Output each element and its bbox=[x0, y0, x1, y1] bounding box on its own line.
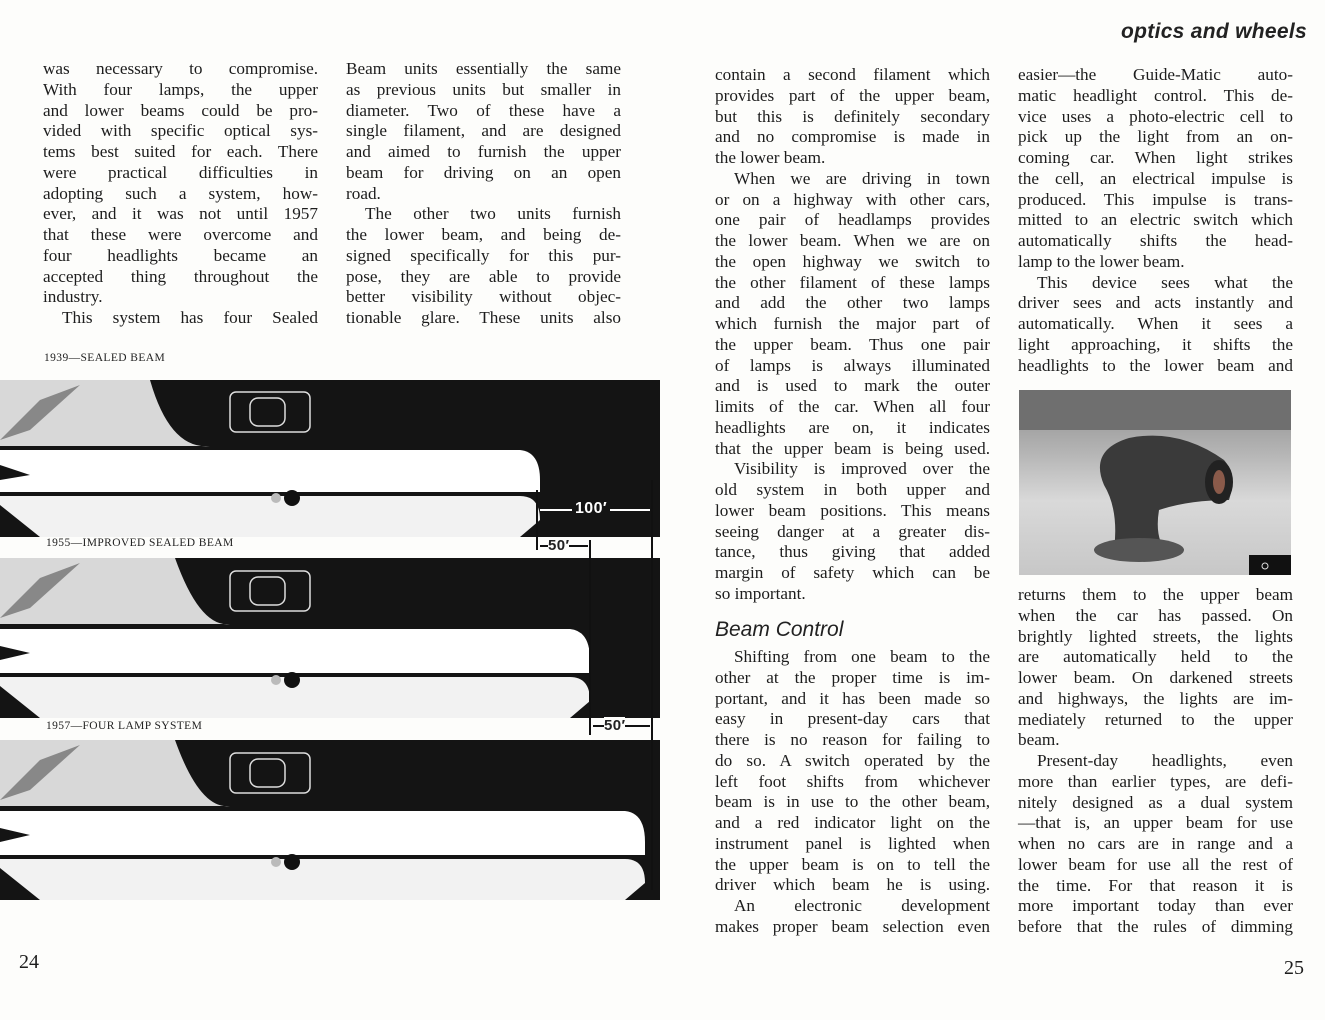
text-line: automatically shifts the head- bbox=[1018, 231, 1293, 250]
right-page-column-2 bbox=[1018, 65, 1293, 376]
dimension-50ft-2: 50′ bbox=[604, 717, 626, 734]
text-line: the upper beam. Thus one pair bbox=[715, 334, 990, 354]
text-line: one pair of headlamps provides bbox=[715, 210, 990, 230]
text-line: old system in both upper and bbox=[715, 480, 990, 499]
text-line: and lower beams could be pro- bbox=[43, 100, 318, 120]
left-page-column-1 bbox=[43, 59, 318, 329]
text-line: mediately returned to the upper bbox=[1018, 709, 1293, 729]
text-line: more important today than ever bbox=[1018, 896, 1293, 916]
text-line: automatically. When it sees a bbox=[1018, 314, 1293, 333]
text-line: of lamps is always illuminated bbox=[715, 355, 990, 375]
text-line: easier—the Guide-Matic auto- bbox=[1018, 65, 1293, 84]
text-line: lower beam positions. This means bbox=[715, 500, 990, 520]
text-line: lamp to the lower beam. bbox=[1018, 251, 1185, 271]
text-line: road. bbox=[346, 183, 381, 203]
text-line: more than earlier types, are defi- bbox=[1018, 771, 1293, 791]
text-line: This device sees what the bbox=[1037, 272, 1293, 292]
text-line: accepted thing throughout the bbox=[43, 266, 318, 286]
dimension-50ft-1: 50′ bbox=[548, 537, 570, 554]
text-line: coming car. When light strikes bbox=[1018, 148, 1293, 167]
text-line: that the upper beam is being used. bbox=[715, 438, 990, 458]
text-line: When we are driving in town bbox=[734, 168, 990, 188]
text-line: lower beam. On darkened streets bbox=[1018, 668, 1293, 687]
text-line: margin of safety which can be bbox=[715, 563, 990, 582]
text-line: beam is in use to the other beam, bbox=[715, 792, 990, 812]
text-line: and a red indicator light on the bbox=[715, 813, 990, 832]
text-line: as previous units but smaller in bbox=[346, 79, 621, 99]
text-line: light approaching, it shifts the bbox=[1018, 334, 1293, 354]
text-line: was necessary to compromise. bbox=[43, 59, 318, 78]
text-line: the lower beam. bbox=[715, 148, 826, 167]
right-page-column-2-continued bbox=[1018, 585, 1293, 938]
text-line: the lower beam, and being de- bbox=[346, 225, 621, 244]
text-line: tance, thus giving that added bbox=[715, 542, 990, 562]
text-line: the upper beam is on to tell the bbox=[715, 854, 990, 874]
text-line: signed specifically for this pur- bbox=[346, 245, 621, 265]
text-line: driver which beam he is using. bbox=[715, 875, 990, 895]
text-line: vided with specific optical sys- bbox=[43, 121, 318, 141]
text-line: so important. bbox=[715, 583, 806, 603]
text-line: produced. This impulse is trans- bbox=[1018, 189, 1293, 209]
diagram-label-1955: 1955—IMPROVED SEALED BEAM bbox=[46, 537, 234, 549]
text-line: the cell, an electrical impulse is bbox=[1018, 168, 1293, 188]
text-line: easy in present-day cars that bbox=[715, 709, 990, 729]
page-number-left: 24 bbox=[19, 951, 39, 973]
running-head: optics and wheels bbox=[1121, 20, 1307, 43]
section-heading: Beam Control bbox=[715, 618, 844, 641]
text-line: With four lamps, the upper bbox=[43, 79, 318, 99]
text-line: left foot shifts from whichever bbox=[715, 771, 990, 791]
text-line: brightly lighted streets, the lights bbox=[1018, 626, 1293, 646]
text-line: other at the proper time is im- bbox=[715, 667, 990, 687]
guide-matic-photo bbox=[1019, 390, 1291, 575]
text-line: headlights to the lower beam and bbox=[1018, 355, 1293, 375]
text-line: vice uses a photo-electric cell to bbox=[1018, 106, 1293, 126]
text-line: were practical difficulties in bbox=[43, 162, 318, 182]
text-line: the open highway we switch to bbox=[715, 251, 990, 271]
text-line: —that is, an upper beam for use bbox=[1018, 813, 1293, 833]
section-1957 bbox=[0, 740, 660, 900]
text-line: the other filament of these lamps bbox=[715, 272, 990, 292]
text-line: tionable glare. These units also bbox=[346, 308, 621, 327]
text-line: industry. bbox=[43, 287, 103, 307]
text-line: the lower beam. When we are on bbox=[715, 231, 990, 250]
text-line: are automatically held to the bbox=[1018, 647, 1293, 667]
text-line: single filament, and are designed bbox=[346, 121, 621, 141]
text-line: instrument panel is lighted when bbox=[715, 833, 990, 853]
text-line: better visibility without objec- bbox=[346, 287, 621, 307]
text-line: and highways, the lights are im- bbox=[1018, 688, 1293, 708]
text-line: when the car has passed. On bbox=[1018, 605, 1293, 625]
text-line: seeing danger at a greater dis- bbox=[715, 521, 990, 541]
text-line: matic headlight control. This de- bbox=[1018, 85, 1293, 105]
text-line: An electronic development bbox=[734, 896, 990, 915]
text-line: pick up the light from an on- bbox=[1018, 127, 1293, 147]
diagram-label-1939: 1939—SEALED BEAM bbox=[44, 352, 166, 364]
headlight-beam-diagram bbox=[0, 380, 660, 900]
text-line: driver sees and acts instantly and bbox=[1018, 293, 1293, 313]
text-line: ever, and it was not until 1957 bbox=[43, 204, 318, 224]
text-line: contain a second filament which bbox=[715, 65, 990, 84]
diagram-label-1957: 1957—FOUR LAMP SYSTEM bbox=[46, 720, 203, 732]
text-line: or on a highway with other cars, bbox=[715, 189, 990, 209]
text-line: Visibility is improved over the bbox=[734, 459, 990, 479]
text-line: makes proper beam selection even bbox=[715, 916, 990, 936]
text-line: do so. A switch operated by the bbox=[715, 750, 990, 770]
text-line: the time. For that reason it is bbox=[1018, 875, 1293, 895]
text-line: mitted to an electric switch which bbox=[1018, 210, 1293, 230]
text-line: This system has four Sealed bbox=[62, 308, 318, 327]
text-line: there is no reason for failing to bbox=[715, 730, 990, 749]
right-page-column-1-continued bbox=[715, 647, 990, 938]
text-line: lower beam for use all the rest of bbox=[1018, 854, 1293, 874]
text-line: tems best suited for each. There bbox=[43, 142, 318, 161]
text-line: four headlights became an bbox=[43, 245, 318, 265]
text-line: Present-day headlights, even bbox=[1037, 751, 1293, 770]
text-line: and no compromise is made in bbox=[715, 127, 990, 147]
text-line: which furnish the major part of bbox=[715, 314, 990, 333]
text-line: and is used to mark the outer bbox=[715, 376, 990, 396]
text-line: that these were overcome and bbox=[43, 225, 318, 244]
dimension-100ft: 100′ bbox=[572, 500, 610, 518]
text-line: adopting such a system, how- bbox=[43, 183, 318, 203]
right-page-column-1 bbox=[715, 65, 990, 605]
text-line: beam for driving on an open bbox=[346, 162, 621, 182]
text-line: beam. bbox=[1018, 730, 1060, 750]
text-line: nitely designed as a dual system bbox=[1018, 792, 1293, 812]
text-line: Beam units essentially the same bbox=[346, 59, 621, 78]
page-number-right: 25 bbox=[1284, 957, 1304, 979]
section-1955 bbox=[0, 558, 660, 718]
text-line: Shifting from one beam to the bbox=[734, 647, 990, 666]
text-line: headlights are on, it indicates bbox=[715, 417, 990, 437]
text-line: and aimed to furnish the upper bbox=[346, 142, 621, 161]
text-line: returns them to the upper beam bbox=[1018, 585, 1293, 604]
text-line: limits of the car. When all four bbox=[715, 397, 990, 416]
text-line: but this is definitely secondary bbox=[715, 106, 990, 126]
text-line: The other two units furnish bbox=[365, 204, 621, 224]
text-line: before that the rules of dimming bbox=[1018, 917, 1293, 936]
text-line: and add the other two lamps bbox=[715, 293, 990, 313]
text-line: when no cars are in range and a bbox=[1018, 834, 1293, 853]
headlight-control-device-image bbox=[1019, 390, 1291, 575]
text-line: diameter. Two of these have a bbox=[346, 100, 621, 120]
left-page-column-2 bbox=[346, 59, 621, 329]
section-1939 bbox=[0, 380, 660, 537]
text-line: pose, they are able to provide bbox=[346, 266, 621, 286]
text-line: provides part of the upper beam, bbox=[715, 85, 990, 105]
text-line: portant, and it has been made so bbox=[715, 688, 990, 708]
